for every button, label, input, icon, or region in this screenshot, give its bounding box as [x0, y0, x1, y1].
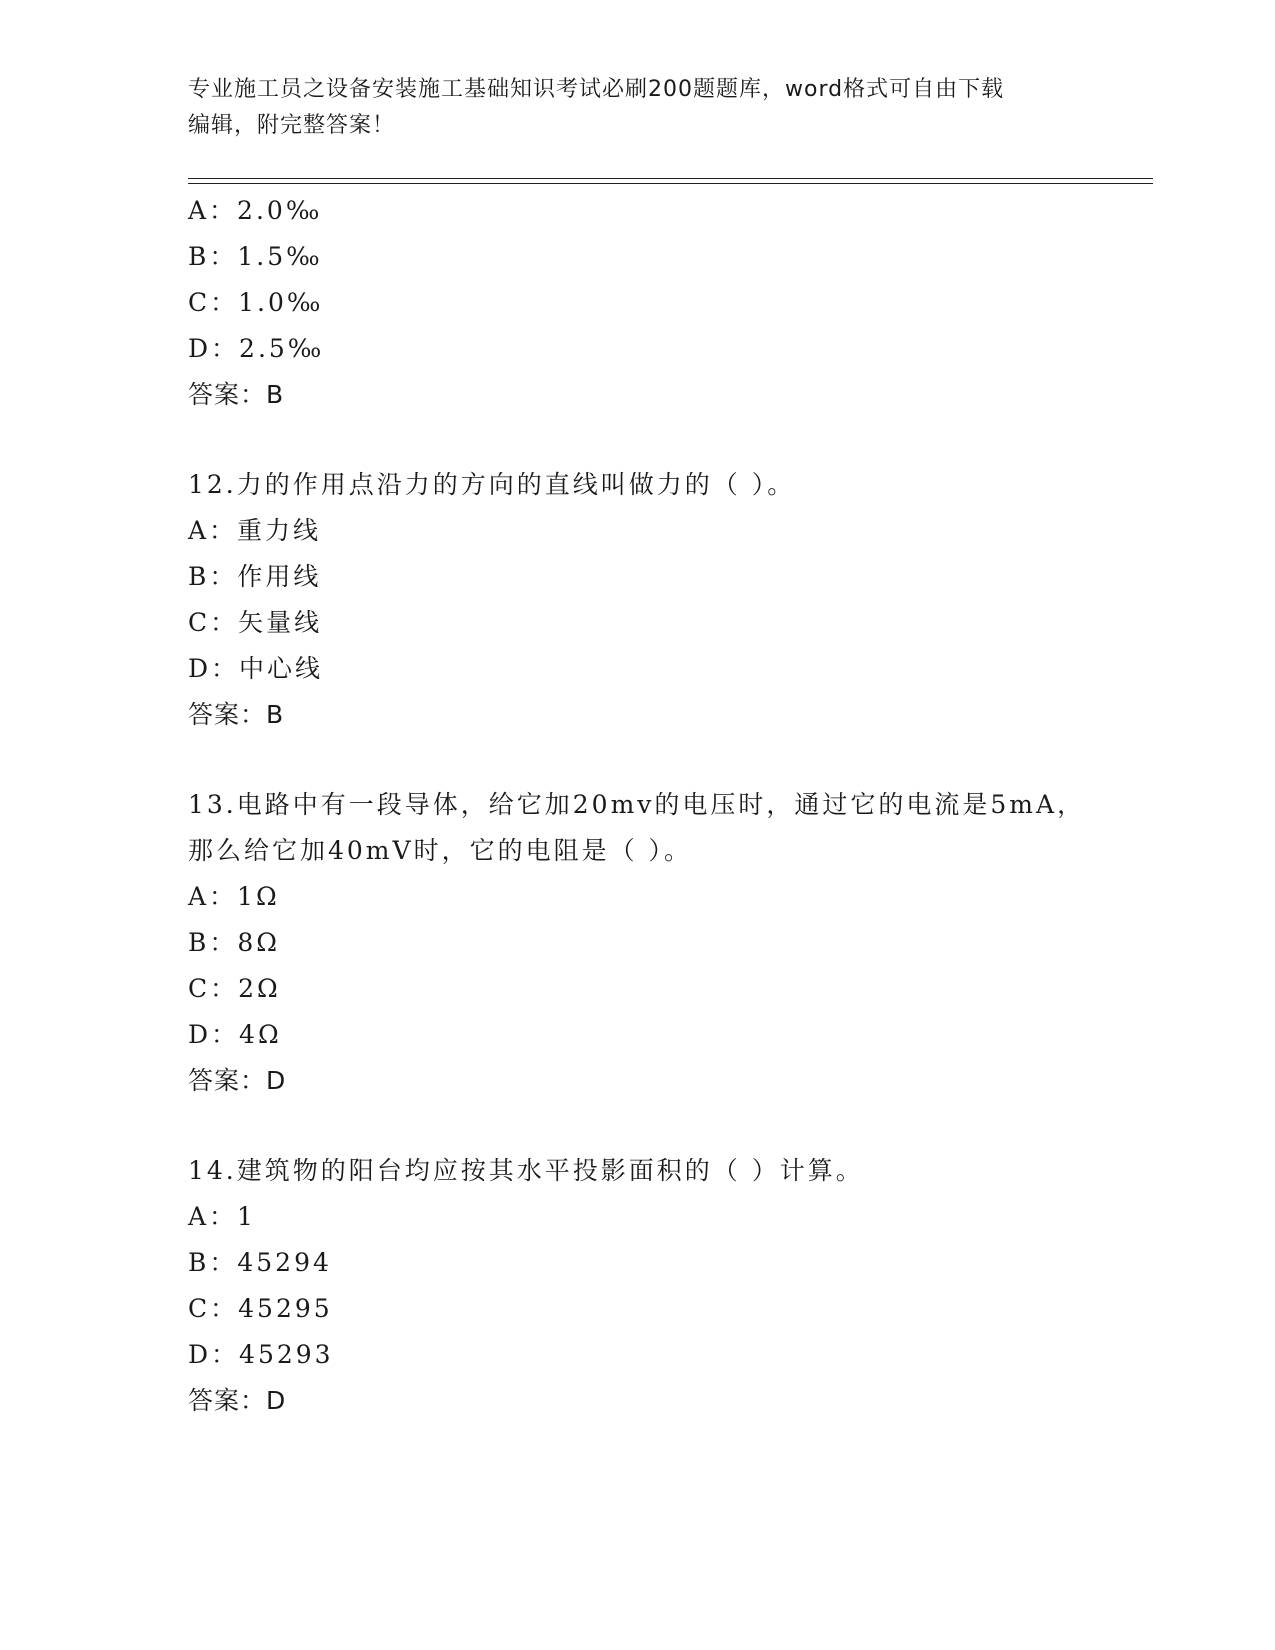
option-b: B：作用线: [188, 562, 322, 591]
question-14: [188, 1148, 1148, 1424]
question-text: 12.力的作用点沿力的方向的直线叫做力的（ ）。: [188, 470, 796, 499]
option-d: D：中心线: [188, 654, 324, 683]
option-b: B：1.5‰: [188, 242, 323, 271]
question-text-line-2: 那么给它加40mV时，它的电阻是（ ）。: [188, 836, 693, 865]
answer-label: 答案：D: [188, 1386, 287, 1415]
option-a: A：1Ω: [188, 882, 280, 911]
option-a: A：1: [188, 1202, 256, 1231]
option-b: B：45294: [188, 1248, 332, 1277]
question-11: [188, 188, 1148, 418]
option-a: A：重力线: [188, 516, 322, 545]
option-d: D：2.5‰: [188, 334, 325, 363]
option-b: B：8Ω: [188, 928, 281, 957]
question-list: [188, 188, 1148, 1424]
option-c: C：45295: [188, 1294, 333, 1323]
question-text-line-1: 13.电路中有一段导体，给它加20mv的电压时，通过它的电流是5mA，: [188, 790, 1086, 819]
option-c: C：矢量线: [188, 608, 323, 637]
question-text: 14.建筑物的阳台均应按其水平投影面积的（ ）计算。: [188, 1156, 864, 1185]
answer-label: 答案：D: [188, 1066, 287, 1095]
option-c: C：2Ω: [188, 974, 281, 1003]
answer-label: 答案：B: [188, 700, 285, 729]
option-d: D：45293: [188, 1340, 334, 1369]
answer-label: 答案：B: [188, 380, 285, 409]
header-title-line-2: 编辑，附完整答案！: [188, 113, 396, 138]
header-divider-bottom: [188, 183, 1153, 184]
option-a: A：2.0‰: [188, 196, 323, 225]
question-12: [188, 462, 1148, 738]
header-title-line-1: 专业施工员之设备安装施工基础知识考试必刷200题题库，word格式可自由下载: [188, 77, 1005, 102]
option-d: D：4Ω: [188, 1020, 282, 1049]
option-c: C：1.0‰: [188, 288, 324, 317]
question-13: [188, 782, 1148, 1104]
document-header: [188, 72, 1068, 144]
header-divider-top: [188, 178, 1153, 179]
